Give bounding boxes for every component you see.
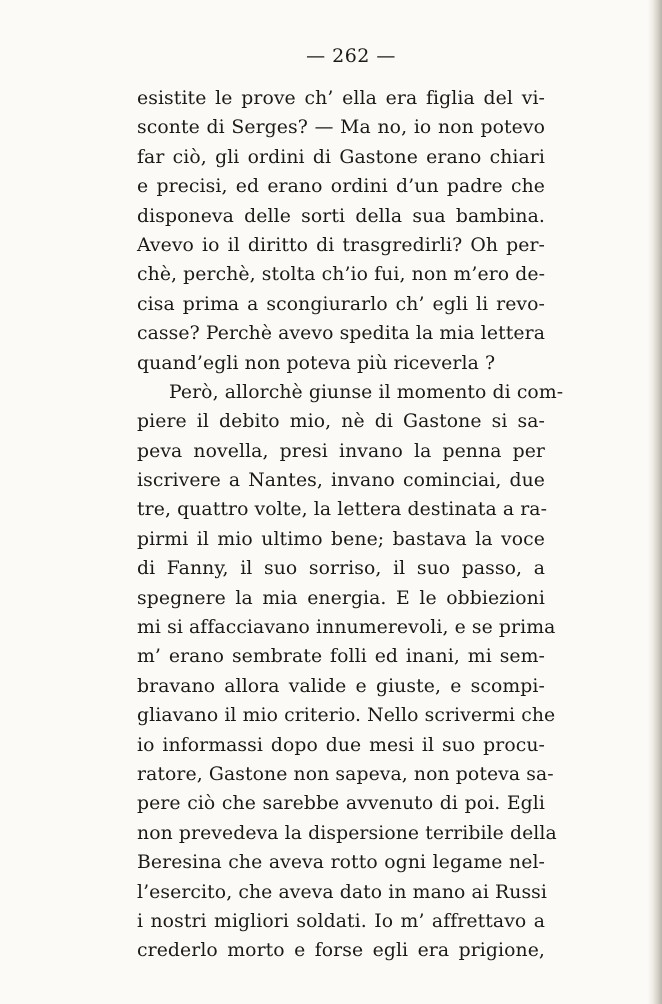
page-edge-shadow — [648, 0, 662, 1004]
text-line: ratore, Gastone non sapeva, non poteva sa- — [137, 763, 554, 785]
text-line: Avevo io il diritto di trasgredirli? Oh per- — [137, 234, 545, 256]
paragraph-start-line: Però, allorchè giunse il momento di com- — [169, 381, 564, 403]
text-line: tre, quattro volte, la lettera destinata a ra- — [137, 499, 548, 521]
text-line: disponeva delle sorti della sua bambina. — [137, 205, 545, 227]
text-line: pere ciò che sarebbe avvenuto di poi. Egli — [137, 793, 545, 815]
text-line: io informassi dopo due mesi il suo procu- — [137, 734, 545, 756]
text-line: Beresina che aveva rotto ogni legame nel- — [137, 852, 545, 874]
text-line: chè, perchè, stolta ch’io fui, non m’ero de- — [137, 264, 546, 286]
text-line: l’esercito, che aveva dato in mano ai Russi — [137, 881, 548, 903]
page-number: — 262 — — [306, 45, 396, 67]
body-text — [137, 84, 564, 966]
text-line: crederlo morto e forse egli era prigione, — [137, 940, 545, 962]
text-line: iscrivere a Nantes, invano cominciai, due — [137, 470, 545, 492]
text-line: gliavano il mio criterio. Nello scrivermi che — [137, 705, 556, 727]
text-line: e precisi, ed erano ordini d’un padre che — [137, 176, 545, 198]
text-line: m’ erano sembrate folli ed inani, mi sem- — [137, 646, 545, 668]
text-line: di Fanny, il suo sorriso, il suo passo, a — [137, 558, 545, 580]
text-line: quand’egli non poteva più riceverla ? — [137, 352, 496, 374]
text-line: sconte di Serges? — Ma no, io non potevo — [137, 117, 545, 139]
text-line: pirmi il mio ultimo bene; bastava la voce — [137, 528, 545, 550]
text-line: bravano allora valide e giuste, e scompi- — [137, 675, 545, 697]
text-line: non prevedeva la dispersione terribile della — [137, 822, 557, 844]
text-line: peva novella, presi invano la penna per — [137, 440, 545, 462]
text-line: far ciò, gli ordini di Gastone erano chiari — [137, 146, 545, 168]
text-line: cisa prima a scongiurarlo ch’ egli li revo- — [137, 293, 545, 315]
text-line: i nostri migliori soldati. Io m’ affrettavo a — [137, 910, 545, 932]
text-line: esistite le prove ch’ ella era figlia del vi- — [137, 88, 545, 109]
text-line: mi si affacciavano innumerevoli, e se prima — [137, 617, 556, 639]
text-line: piere il debito mio, nè di Gastone si sa- — [137, 411, 545, 433]
text-line: spegnere la mia energia. E le obbiezioni — [137, 587, 545, 609]
text-line: casse? Perchè avevo spedita la mia lettera — [137, 323, 545, 345]
